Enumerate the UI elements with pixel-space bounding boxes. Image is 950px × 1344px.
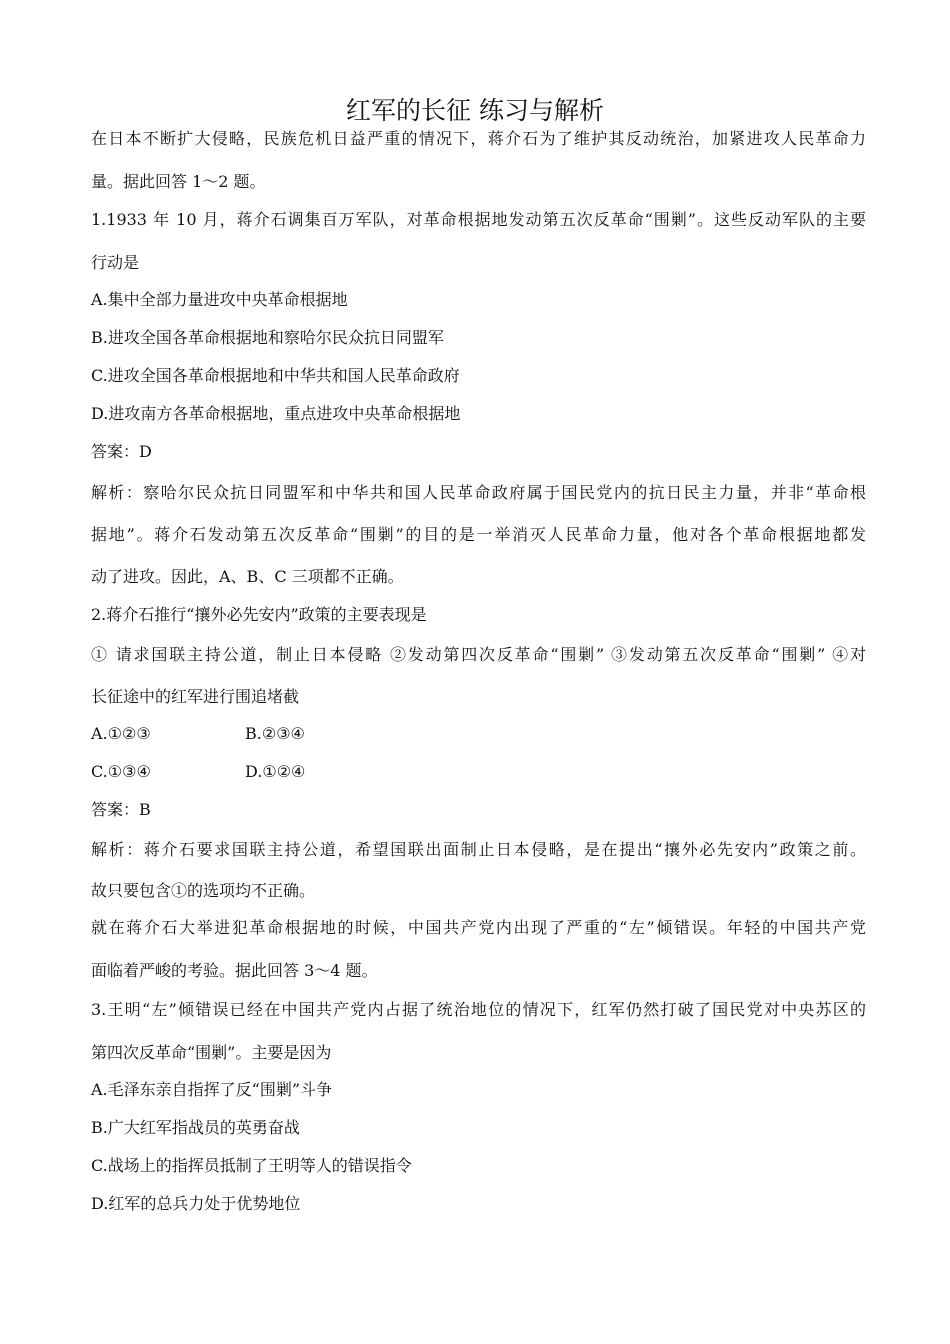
q1-option-d: D.进攻南方各革命根据地，重点进攻中央革命根据地 [91, 404, 461, 423]
q3-option-c: C.战场上的指挥员抵制了王明等人的错误指令 [91, 1156, 412, 1175]
q2-analysis-line-1: 解析：蒋介石要求国联主持公道，希望国联出面制止日本侵略，是在提出“攘外必先安内”政策之前。 [91, 840, 866, 859]
q3-option-a: A.毛泽东亲自指挥了反“围剿”斗争 [91, 1080, 333, 1099]
q3-stem-line-2: 第四次反革命“围剿”。主要是因为 [91, 1043, 332, 1062]
intro1-line-1: 在日本不断扩大侵略，民族危机日益严重的情况下，蒋介石为了维护其反动统治，加紧进攻人民革命力 [91, 129, 866, 148]
q2-options-row-1 [91, 723, 866, 745]
q1-stem-line-1: 1.1933 年 10 月，蒋介石调集百万军队，对革命根据地发动第五次反革命“围剿”。这些反动军队的主要 [91, 210, 866, 229]
q1-analysis-line-2: 据地”。蒋介石发动第五次反革命“围剿”的目的是一举消灭人民革命力量，他对各个革命根据地都发 [91, 525, 866, 544]
q3-stem-line-1: 3.王明“左”倾错误已经在中国共产党内占据了统治地位的情况下，红军仍然打破了国民党对中央苏区的 [91, 1000, 866, 1019]
q1-answer: 答案：D [91, 442, 152, 461]
q2-option-a: A.①②③ [91, 724, 151, 743]
q2-items-line-2: 长征途中的红军进行围追堵截 [91, 687, 300, 706]
q1-stem-line-2: 行动是 [91, 253, 140, 272]
intro2-line-2: 面临着严峻的考验。据此回答 3～4 题。 [91, 961, 378, 980]
q3-option-d: D.红军的总兵力处于优势地位 [91, 1194, 301, 1213]
q1-option-b: B.进攻全国各革命根据地和察哈尔民众抗日同盟军 [91, 328, 444, 347]
q2-option-d: D.①②④ [245, 762, 306, 781]
q2-items-line-1: ① 请求国联主持公道，制止日本侵略 ②发动第四次反革命“围剿” ③发动第五次反革命“围剿” ④对 [91, 645, 866, 664]
intro1-line-2: 量。据此回答 1～2 题。 [91, 172, 266, 191]
q1-option-a: A.集中全部力量进攻中央革命根据地 [91, 290, 348, 309]
q1-analysis-line-3: 动了进攻。因此，A、B、C 三项都不正确。 [91, 567, 404, 586]
document-title: 红军的长征 练习与解析 [346, 96, 604, 125]
q3-option-b: B.广大红军指战员的英勇奋战 [91, 1118, 300, 1137]
q2-stem: 2.蒋介石推行“攘外必先安内”政策的主要表现是 [91, 605, 427, 624]
q2-analysis-line-2: 故只要包含①的选项均不正确。 [91, 881, 316, 900]
q2-options-row-2 [91, 761, 866, 783]
q2-option-b: B.②③④ [245, 724, 305, 743]
q1-analysis-line-1: 解析：察哈尔民众抗日同盟军和中华共和国人民革命政府属于国民党内的抗日民主力量，并非“革命根 [91, 483, 866, 502]
intro2-line-1: 就在蒋介石大举进犯革命根据地的时候，中国共产党内出现了严重的“左”倾错误。年轻的中国共产党 [91, 918, 866, 937]
q2-option-c: C.①③④ [91, 762, 151, 781]
q1-option-c: C.进攻全国各革命根据地和中华共和国人民革命政府 [91, 366, 460, 385]
q2-answer: 答案：B [91, 800, 151, 819]
